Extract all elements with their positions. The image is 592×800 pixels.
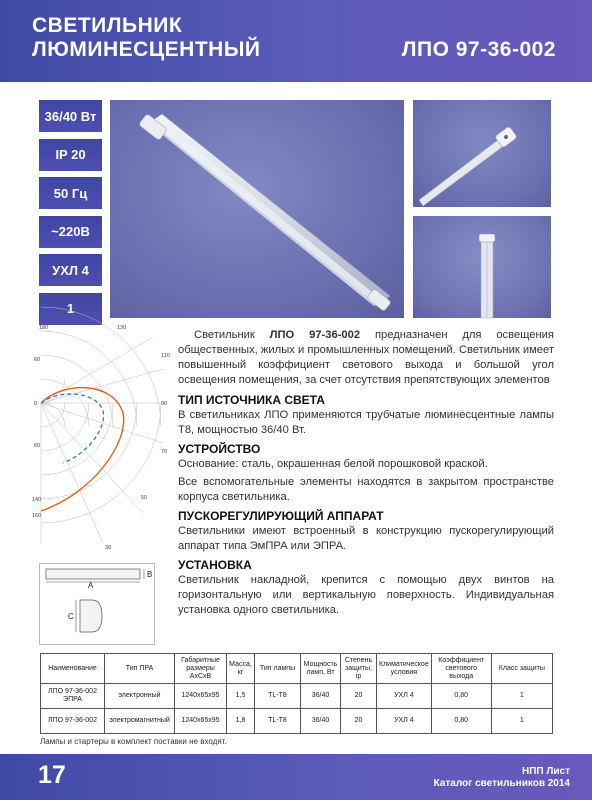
luminaire-photo-detail-2 <box>413 216 551 318</box>
device-text-1: Основание: сталь, окрашенная белой порошковой краской. <box>178 458 488 470</box>
column-header: Наименование <box>41 654 105 684</box>
table-cell: УХЛ 4 <box>377 684 432 709</box>
column-header: Тип лампы <box>255 654 301 684</box>
heading-light-source: ТИП ИСТОЧНИКА СВЕТА <box>178 393 325 407</box>
table-cell: 20 <box>341 684 377 709</box>
spec-class: 1 <box>39 293 102 325</box>
column-header: Масса, кг <box>227 654 255 684</box>
page-header <box>0 0 592 82</box>
column-header: Климатическое условия <box>377 654 432 684</box>
polar-label: 110 <box>161 353 170 359</box>
curve-c90 <box>41 394 104 463</box>
luminaire-front-image <box>413 216 551 318</box>
spec-table-wrapper <box>40 653 553 734</box>
dim-label-b: B <box>147 570 153 579</box>
spec-voltage: ~220В <box>39 216 102 248</box>
column-header: Коэффициент светового выхода <box>431 654 491 684</box>
polar-label: 140 <box>32 497 42 503</box>
dim-label-c: C <box>68 612 74 621</box>
page-footer <box>0 754 592 800</box>
heading-install: УСТАНОВКА <box>178 558 252 572</box>
table-row <box>41 684 553 709</box>
polar-label: 0 <box>34 401 38 407</box>
polar-label: 180 <box>39 325 49 331</box>
table-cell: ЛПО 97-36-002 ЭПРА <box>41 684 105 709</box>
column-header: Габаритные размеры АхСхВ <box>175 654 227 684</box>
table-cell: 36/40 <box>301 684 341 709</box>
table-cell: электромагнитный <box>105 709 175 734</box>
table-cell: 1 <box>491 684 552 709</box>
device-text-2: Все вспомогательные элементы находятся в закрытом пространстве корпуса светильника. <box>178 476 554 503</box>
light-source-text: В светильниках ЛПО применяются трубчатые люминесцентные лампы Т8, мощностью 36/40 Вт. <box>178 409 554 436</box>
title-line-1: СВЕТИЛЬНИК <box>32 14 183 37</box>
spec-power: 36/40 Вт <box>39 100 102 132</box>
column-header: Тип ПРА <box>105 654 175 684</box>
column-header: Степень защиты, ip <box>341 654 377 684</box>
title-line-2: ЛЮМИНЕСЦЕНТНЫЙ <box>32 38 261 61</box>
spec-frequency: 50 Гц <box>39 177 102 209</box>
table-cell: 36/40 <box>301 709 341 734</box>
polar-label: 60 <box>34 357 41 363</box>
ballast-text: Светильники имеют встроенный в конструкцию пускорегулирующий аппарат типа ЭмПРА или ЭПРА. <box>178 525 554 552</box>
intro-rest: предназначен для освещения общественных, жилых и промышленных помещений. Светильник имеет повышенный коэффициент светового выхода и большой угол освещения помещения, за счет отсутствия препятствующих элементов <box>178 329 554 386</box>
table-row <box>41 709 553 734</box>
table-note: Лампы и стартеры в комплект поставки не входят. <box>40 737 227 746</box>
table-cell: электронный <box>105 684 175 709</box>
dimension-drawing <box>39 563 155 645</box>
table-cell: 20 <box>341 709 377 734</box>
luminaire-photo-main <box>110 100 404 318</box>
polar-label: 90 <box>161 401 168 407</box>
dim-label-a: A <box>88 581 94 590</box>
spec-climate: УХЛ 4 <box>39 254 102 286</box>
polar-chart <box>33 323 173 553</box>
table-header-row <box>41 654 553 684</box>
page-title <box>32 14 260 62</box>
catalog-name: Каталог светильников 2014 <box>433 778 570 789</box>
polar-label: 130 <box>117 325 127 331</box>
luminaire-photo-detail-1 <box>413 100 551 207</box>
table-cell: 1,5 <box>227 684 255 709</box>
table-cell: 1,8 <box>227 709 255 734</box>
polar-label: 50 <box>141 495 148 501</box>
spec-table <box>40 653 553 734</box>
heading-device: УСТРОЙСТВО <box>178 442 261 456</box>
column-header: Мощность ламп, Вт <box>301 654 341 684</box>
footer-company <box>434 766 570 790</box>
column-header: Класс защиты <box>491 654 552 684</box>
luminaire-image <box>110 100 404 318</box>
table-cell: TL-T8 <box>255 709 301 734</box>
install-text: Светильник накладной, крепится с помощью двух винтов на горизонтальную или вертикальную поверхность. Индивидуальная установка одного светильника. <box>178 574 554 616</box>
table-cell: 1240х65х95 <box>175 709 227 734</box>
polar-label: 60 <box>34 443 41 449</box>
table-cell: УХЛ 4 <box>377 709 432 734</box>
table-cell: 1 <box>491 709 552 734</box>
table-cell: 0,80 <box>431 709 491 734</box>
polar-label: 70 <box>161 449 168 455</box>
description <box>178 328 554 618</box>
heading-ballast: ПУСКОРЕГУЛИРУЮЩИЙ АППАРАТ <box>178 509 384 523</box>
table-cell: 1240х65х95 <box>175 684 227 709</box>
luminaire-end-image <box>413 100 551 207</box>
spec-list <box>39 100 102 332</box>
spec-ip: IP 20 <box>39 139 102 171</box>
page-number: 17 <box>38 761 66 789</box>
light-distribution-diagram <box>33 323 173 553</box>
dimension-diagram <box>40 564 154 644</box>
polar-label: 30 <box>105 545 112 551</box>
company-name: НПП Лист <box>522 766 570 777</box>
polar-label: 160 <box>32 513 42 519</box>
intro-prefix: Светильник <box>194 329 270 341</box>
table-cell: ЛПО 97-36-002 <box>41 709 105 734</box>
table-cell: TL-T8 <box>255 684 301 709</box>
table-cell: 0,80 <box>431 684 491 709</box>
intro-model: ЛПО 97-36-002 <box>269 329 361 341</box>
intro-paragraph <box>178 328 554 388</box>
model-code: ЛПО 97-36-002 <box>401 38 556 61</box>
